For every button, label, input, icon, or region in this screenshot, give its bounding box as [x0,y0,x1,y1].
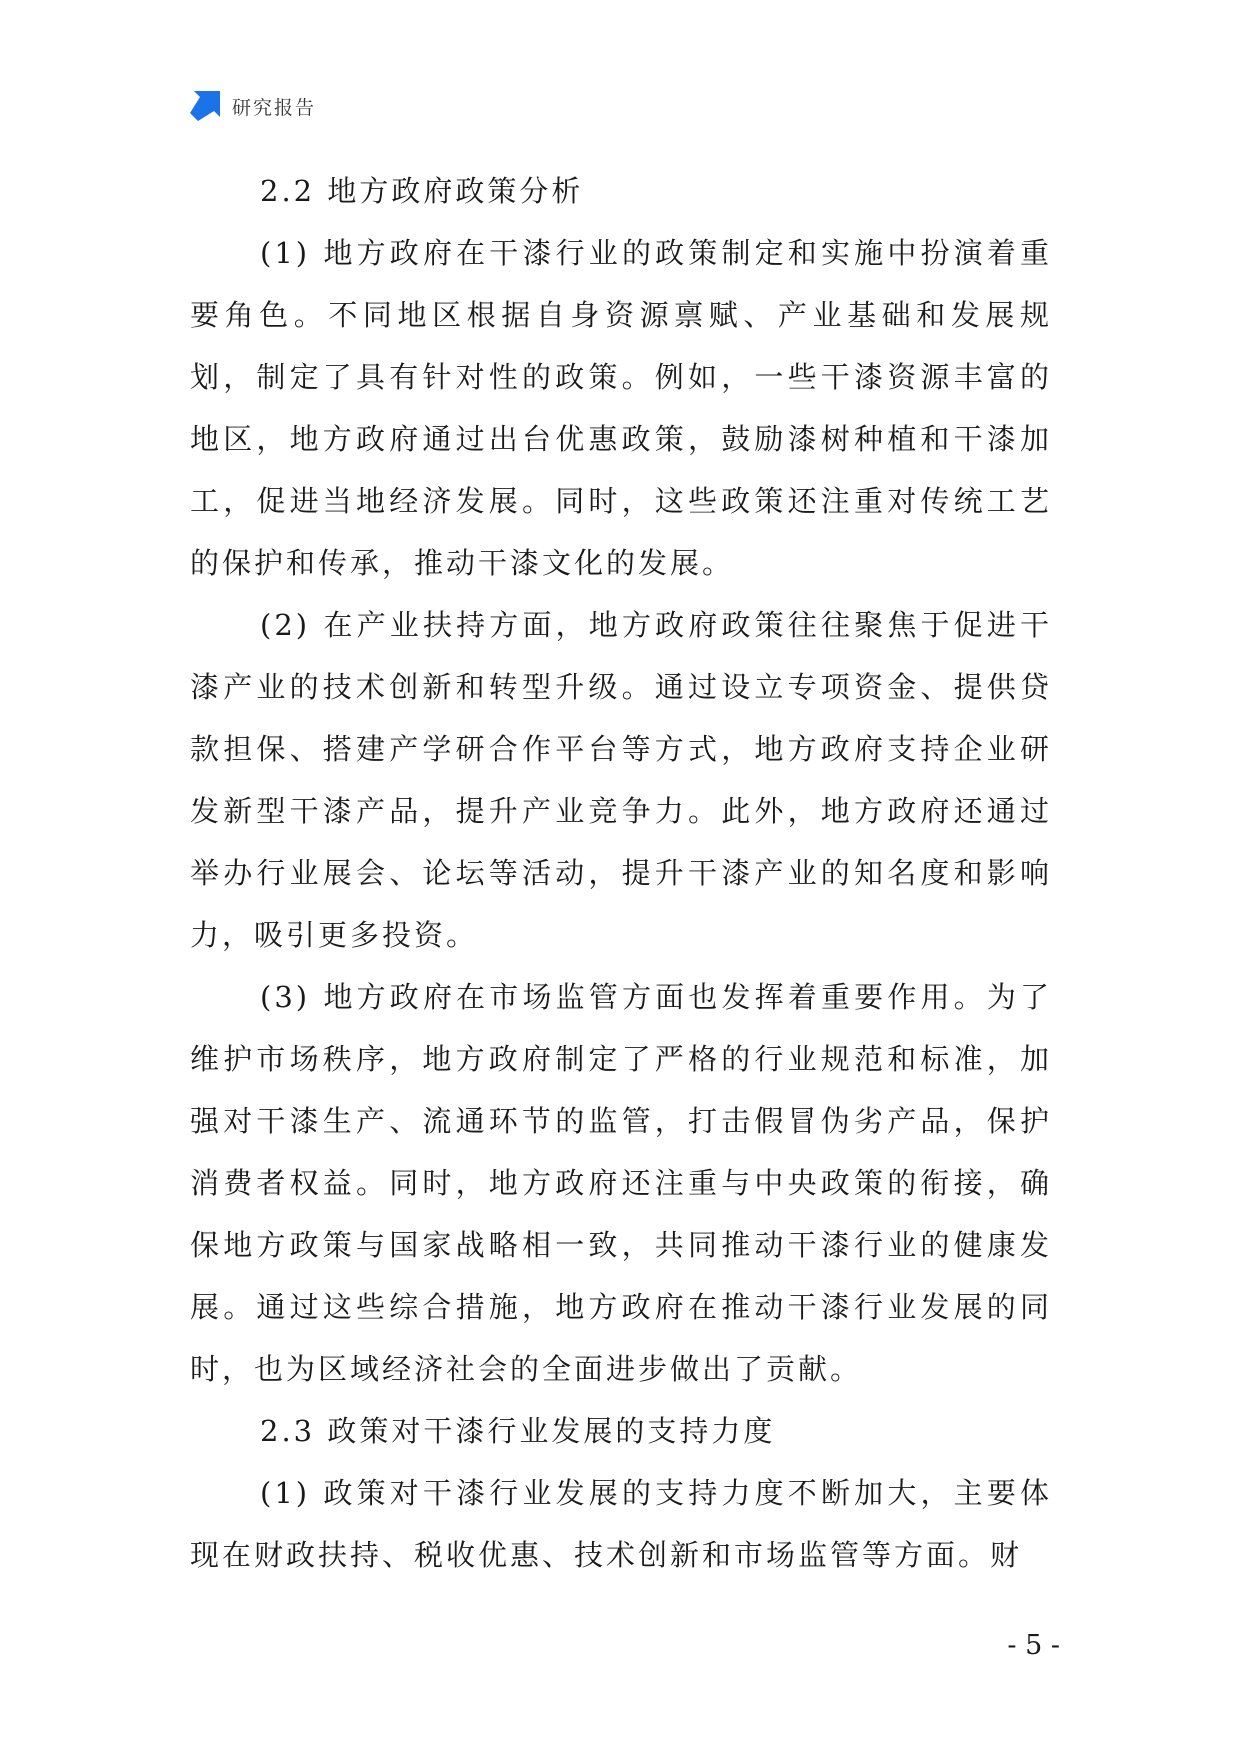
page-number: - 5 - [1007,1630,1060,1661]
paragraph-2-3-1: (1) 政策对干漆行业发展的支持力度不断加大，主要体现在财政扶持、税收优惠、技术创新和市场监管等方面。财 [190,1476,1052,1572]
arrow-up-right-logo-icon [190,91,220,121]
paragraph-2-2-3: (3) 地方政府在市场监管方面也发挥着重要作用。为了维护市场秩序，地方政府制定了严格的行业规范和标准，加强对干漆生产、流通环节的监管，打击假冒伪劣产品，保护消费者权益。同时，地方政府还注重与中央政策的衔接，确保地方政策与国家战略相一致，共同推动干漆行业的健康发展。通过这些综合措施，地方政府在推动干漆行业发展的同时，也为区域经济社会的全面进步做出了贡献。 [190,980,1052,1386]
section-heading-2-2: 2.2 地方政府政策分析 [260,174,584,208]
paragraph-2-2-2: (2) 在产业扶持方面，地方政府政策往往聚焦于促进干漆产业的技术创新和转型升级。通过设立专项资金、提供贷款担保、搭建产学研合作平台等方式，地方政府支持企业研发新型干漆产品，提升产业竞争力。此外，地方政府还通过举办行业展会、论坛等活动，提升干漆产业的知名度和影响力，吸引更多投资。 [190,608,1052,952]
page-header [190,88,316,124]
header-label: 研究报告 [232,96,317,119]
document-body [190,160,1052,1586]
paragraph-2-2-1: (1) 地方政府在干漆行业的政策制定和实施中扮演着重要角色。不同地区根据自身资源禀赋、产业基础和发展规划，制定了具有针对性的政策。例如，一些干漆资源丰富的地区，地方政府通过出台优惠政策，鼓励漆树种植和干漆加工，促进当地经济发展。同时，这些政策还注重对传统工艺的保护和传承，推动干漆文化的发展。 [190,236,1052,580]
section-heading-2-3: 2.3 政策对干漆行业发展的支持力度 [260,1414,776,1448]
